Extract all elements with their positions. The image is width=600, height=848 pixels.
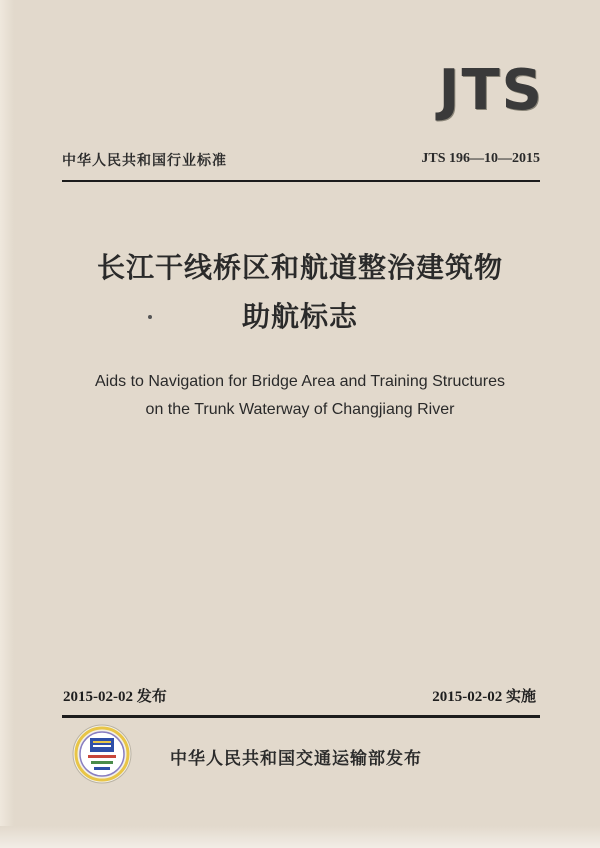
footer-divider xyxy=(62,715,540,718)
title-chinese-line1: 长江干线桥区和航道整治建筑物 xyxy=(96,251,503,284)
standard-category: 中华人民共和国行业标准 xyxy=(62,153,227,169)
standard-number: JTS 196—10—2015 xyxy=(421,151,540,166)
print-speck xyxy=(148,315,152,319)
publisher-name: 中华人民共和国交通运输部发布 xyxy=(170,749,422,769)
issue-date: 2015-02-02 发布 xyxy=(63,689,167,705)
title-english-line1: Aids to Navigation for Bridge Area and Training Structures xyxy=(95,373,505,390)
title-chinese-line2: 助航标志 xyxy=(241,300,358,333)
header-divider xyxy=(62,180,540,182)
title-english-line2: on the Trunk Waterway of Changjiang River xyxy=(145,401,455,418)
page-edge-shadow xyxy=(0,0,14,848)
implementation-date: 2015-02-02 实施 xyxy=(432,689,536,705)
publisher-seal-icon xyxy=(72,724,132,784)
page-bottom-edge xyxy=(0,826,600,848)
jts-logo: JTS xyxy=(438,58,544,123)
